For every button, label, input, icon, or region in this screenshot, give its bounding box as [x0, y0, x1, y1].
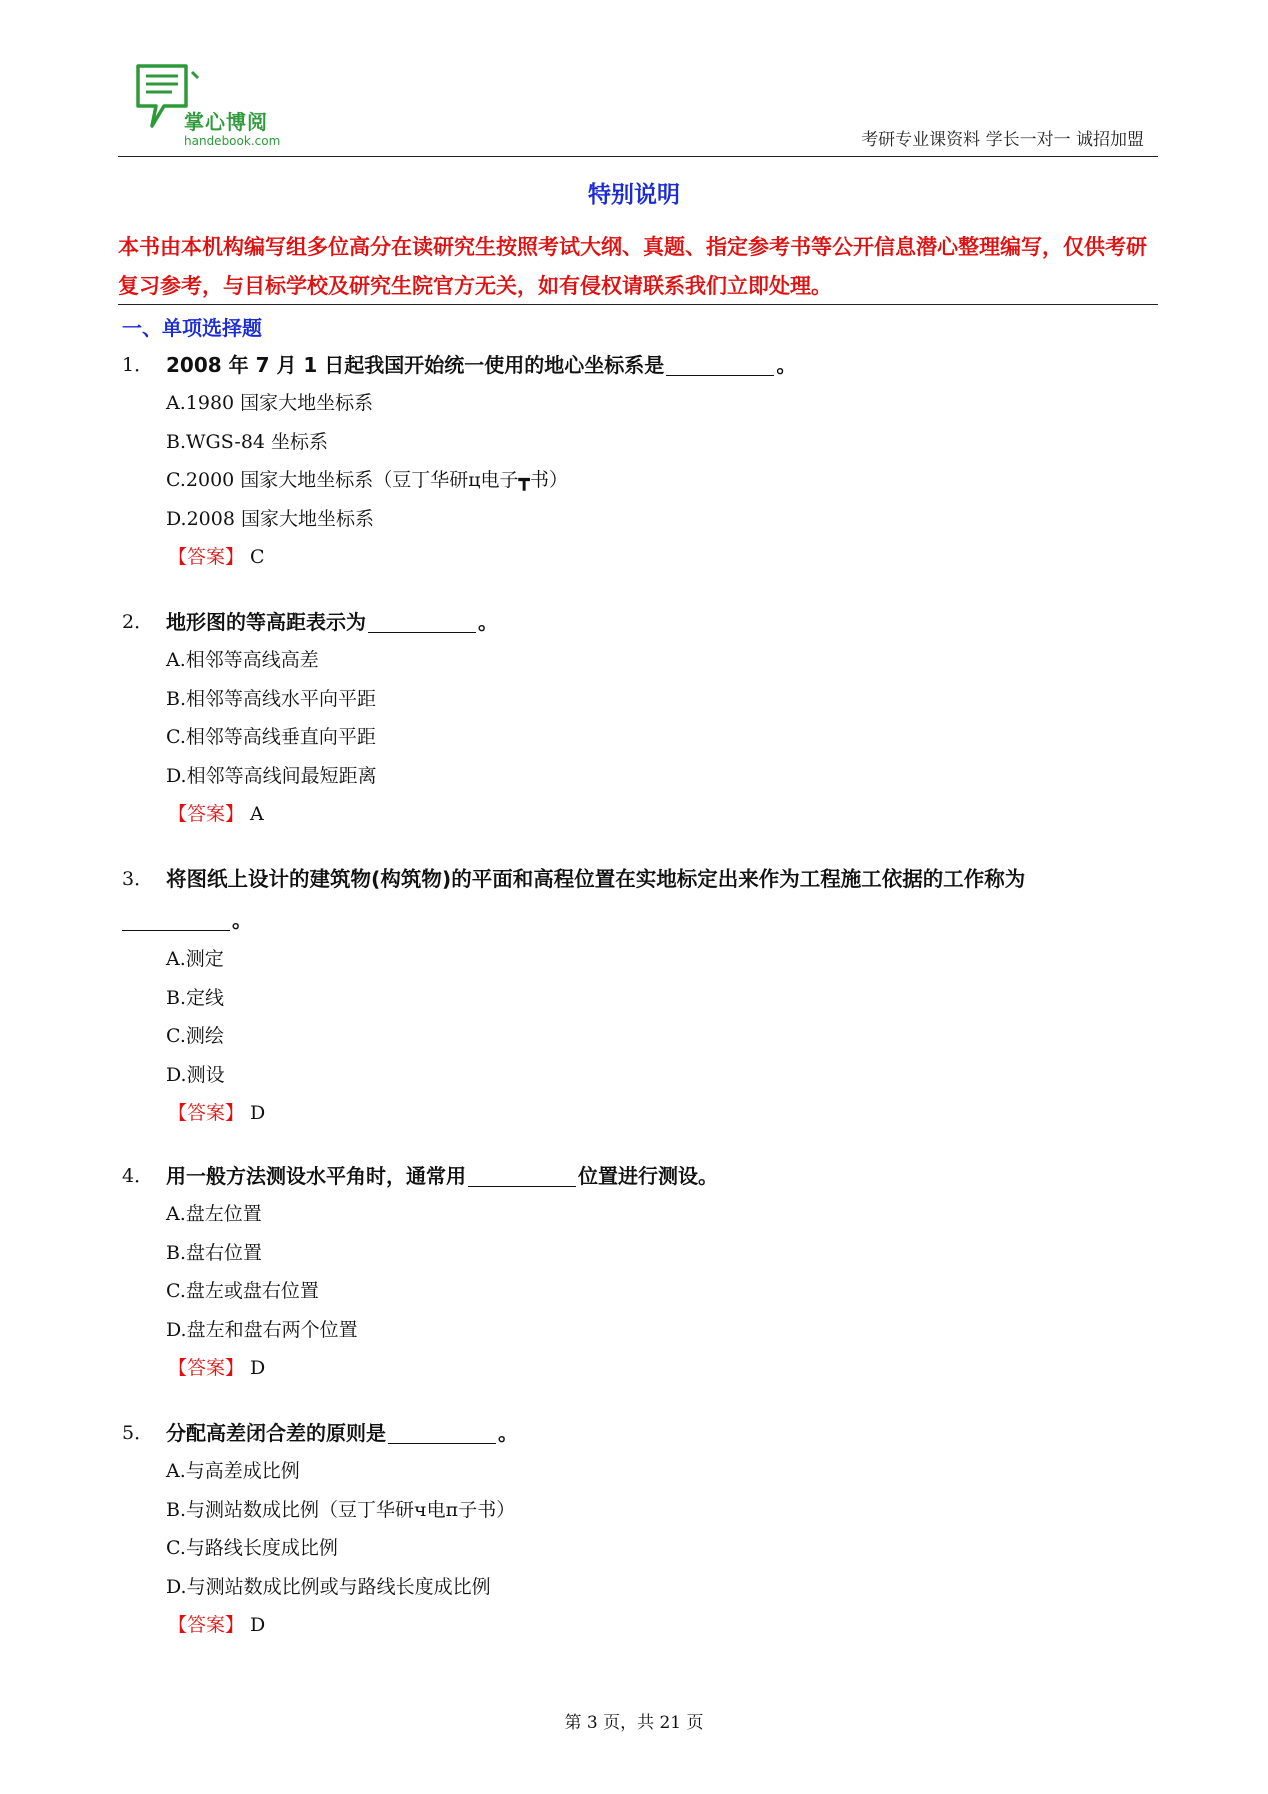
option-b: B.相邻等高线水平向平距 — [166, 687, 377, 710]
question-number: 4． — [122, 1165, 154, 1187]
answer-blank — [666, 351, 774, 376]
option-a: A.与高差成比例 — [166, 1460, 300, 1482]
question-stem-line — [122, 860, 1158, 900]
option-c: C.与路线长度成比例 — [166, 1537, 338, 1559]
answer-line — [122, 538, 1158, 576]
answer-value: D — [250, 1357, 266, 1379]
question-2 — [122, 603, 1158, 833]
stem-end: 位置进行测设。 — [578, 1164, 718, 1188]
notice-text: 本书由本机构编写组多位高分在读研究生按照考试大纲、真题、指定参考书等公开信息潜心整理编写，仅供考研复习参考，与目标学校及研究生院官方无关，如有侵权请联系我们立即处理。 — [118, 235, 1147, 298]
question-stem-line — [122, 603, 1158, 641]
notice-title: 特别说明 — [588, 182, 680, 208]
option-b: B.盘右位置 — [166, 1241, 263, 1264]
question-stem: 将图纸上设计的建筑物(构筑物)的平面和高程位置在实地标定出来作为工程施工依据的工作称为 — [166, 867, 1026, 891]
question-number: 5． — [122, 1422, 154, 1444]
page-number: 第 3 页，共 21 页 — [564, 1713, 704, 1733]
option-c: C.相邻等高线垂直向平距 — [166, 726, 376, 748]
answer-label: 【答案】 — [168, 1357, 245, 1379]
question-stem-line — [122, 1414, 1158, 1452]
answer-value: D — [250, 1102, 266, 1124]
answer-value: C — [250, 546, 265, 568]
option-a: A.1980 国家大地坐标系 — [166, 392, 374, 414]
question-5 — [122, 1414, 1158, 1644]
answer-line — [122, 1606, 1158, 1644]
option-d: D.测设 — [166, 1063, 225, 1086]
question-number: 1． — [122, 354, 154, 376]
answer-line — [122, 1349, 1158, 1387]
answer-blank — [468, 1162, 576, 1187]
stem-end: 。 — [498, 1421, 518, 1445]
option-d: D.盘左和盘右两个位置 — [166, 1318, 358, 1341]
stem-end: 。 — [232, 908, 252, 932]
stem-end: 。 — [776, 353, 797, 377]
option-b: B.WGS-84 坐标系 — [166, 430, 329, 453]
header-slogan: 考研专业课资料 学长一对一 诚招加盟 — [861, 130, 1144, 150]
page-header — [118, 54, 1158, 157]
answer-blank — [122, 906, 230, 931]
question-stem-line — [122, 1157, 1158, 1195]
section-heading: 一、单项选择题 — [122, 316, 262, 340]
answer-line — [122, 1094, 1158, 1132]
option-a: A.测定 — [166, 948, 224, 970]
question-stem — [166, 1414, 518, 1452]
answer-label: 【答案】 — [168, 1614, 245, 1636]
option-b: B.与测站数成比例（豆丁华研ч电п子书） — [166, 1498, 516, 1521]
stem-text: 分配高差闭合差的原则是 — [166, 1421, 386, 1445]
stem-text: 用一般方法测设水平角时，通常用 — [166, 1164, 466, 1188]
stem-end: 。 — [478, 610, 498, 634]
answer-value: A — [250, 803, 264, 825]
answer-blank — [368, 608, 476, 633]
option-d: D.2008 国家大地坐标系 — [166, 507, 374, 530]
logo — [134, 62, 294, 154]
question-4 — [122, 1157, 1158, 1387]
option-b: B.定线 — [166, 986, 225, 1009]
question-stem — [166, 346, 796, 384]
option-a: A.盘左位置 — [166, 1203, 262, 1225]
question-stem-continuation — [122, 900, 1158, 940]
notice-divider — [118, 304, 1158, 305]
answer-label: 【答案】 — [168, 546, 245, 568]
option-c: C.盘左或盘右位置 — [166, 1280, 319, 1302]
logo-subtitle: handebook.com — [184, 134, 281, 148]
option-d: D.与测站数成比例或与路线长度成比例 — [166, 1575, 491, 1598]
question-number: 2． — [122, 611, 154, 633]
question-number: 3． — [122, 868, 154, 890]
answer-blank — [388, 1419, 496, 1444]
question-1 — [122, 346, 1158, 576]
option-d: D.相邻等高线间最短距离 — [166, 764, 377, 787]
option-c: C.2000 国家大地坐标系（豆丁华研ц电子┳书） — [166, 469, 568, 491]
stem-text: 地形图的等高距表示为 — [166, 610, 366, 634]
stem-text: 2008 年 7 月 1 日起我国开始统一使用的地心坐标系是 — [166, 353, 665, 377]
answer-line — [122, 795, 1158, 833]
option-c: C.测绘 — [166, 1025, 224, 1047]
question-stem — [166, 1157, 718, 1195]
option-a: A.相邻等高线高差 — [166, 649, 319, 671]
logo-title: 掌心博阅 — [184, 110, 268, 134]
answer-value: D — [250, 1614, 266, 1636]
answer-label: 【答案】 — [168, 803, 245, 825]
question-3 — [122, 860, 1158, 1132]
question-stem — [166, 603, 498, 641]
answer-label: 【答案】 — [168, 1102, 245, 1124]
question-stem-line — [122, 346, 1158, 384]
